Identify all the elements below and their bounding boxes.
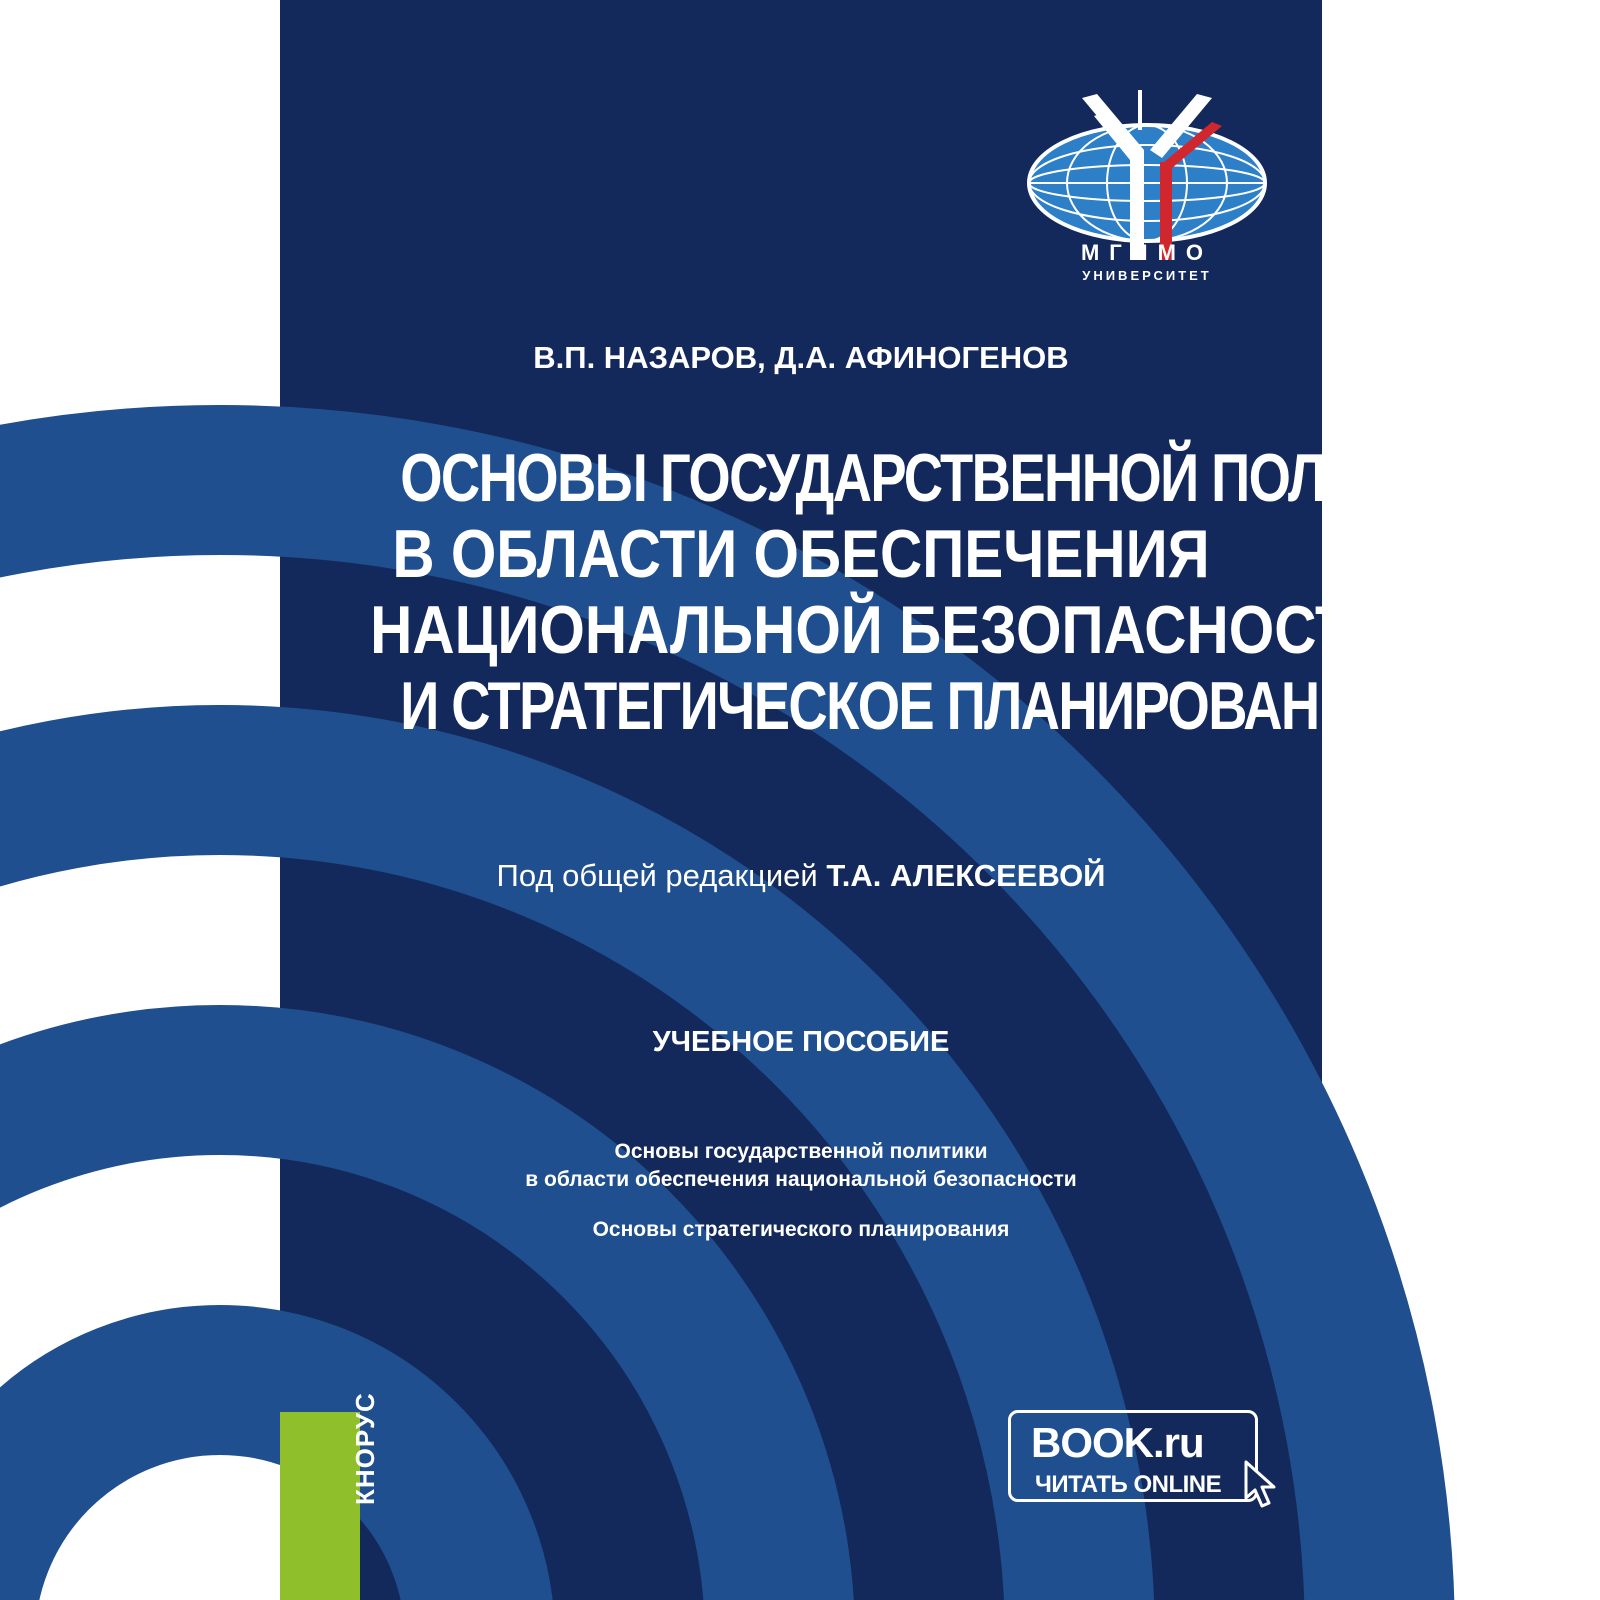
logo-subtitle: УНИВЕРСИТЕТ	[1082, 268, 1212, 283]
editor-prefix: Под общей редакцией	[496, 858, 818, 893]
book-title	[300, 440, 1501, 744]
bookru-badge[interactable]	[1008, 1410, 1258, 1502]
authors: В.П. НАЗАРОВ, Д.А. АФИНОГЕНОВ	[533, 340, 1069, 375]
title-line: И СТРАТЕГИЧЕСКОЕ ПЛАНИРОВАНИЕ	[400, 668, 1391, 744]
title-line: В ОБЛАСТИ ОБЕСПЕЧЕНИЯ	[392, 516, 1210, 592]
contents-item: в области обеспечения национальной безопасности	[525, 1168, 1077, 1191]
bookru-read-label: ЧИТАТЬ ONLINE	[1035, 1471, 1222, 1498]
green-spine-strip	[280, 1412, 360, 1600]
contents-item: Основы государственной политики	[614, 1140, 988, 1163]
book-type: УЧЕБНОЕ ПОСОБИЕ	[652, 1026, 950, 1058]
title-line: ОСНОВЫ ГОСУДАРСТВЕННОЙ ПОЛИТИКИ	[400, 440, 1501, 516]
cursor-arrow-icon	[1242, 1460, 1282, 1512]
editor-line	[280, 858, 1322, 894]
contents-item: Основы стратегического планирования	[592, 1218, 1010, 1241]
logo-name: МГИМО	[1080, 240, 1214, 265]
title-line: НАЦИОНАЛЬНОЙ БЕЗОПАСНОСТИ	[370, 592, 1393, 668]
bookru-name: BOOK.ru	[1031, 1419, 1204, 1466]
publisher-name: КНОРУС	[350, 1392, 380, 1505]
contents-list	[280, 1138, 1322, 1244]
book-cover	[280, 0, 1501, 1600]
editor-name: Т.А. АЛЕКСЕЕВОЙ	[826, 858, 1106, 893]
